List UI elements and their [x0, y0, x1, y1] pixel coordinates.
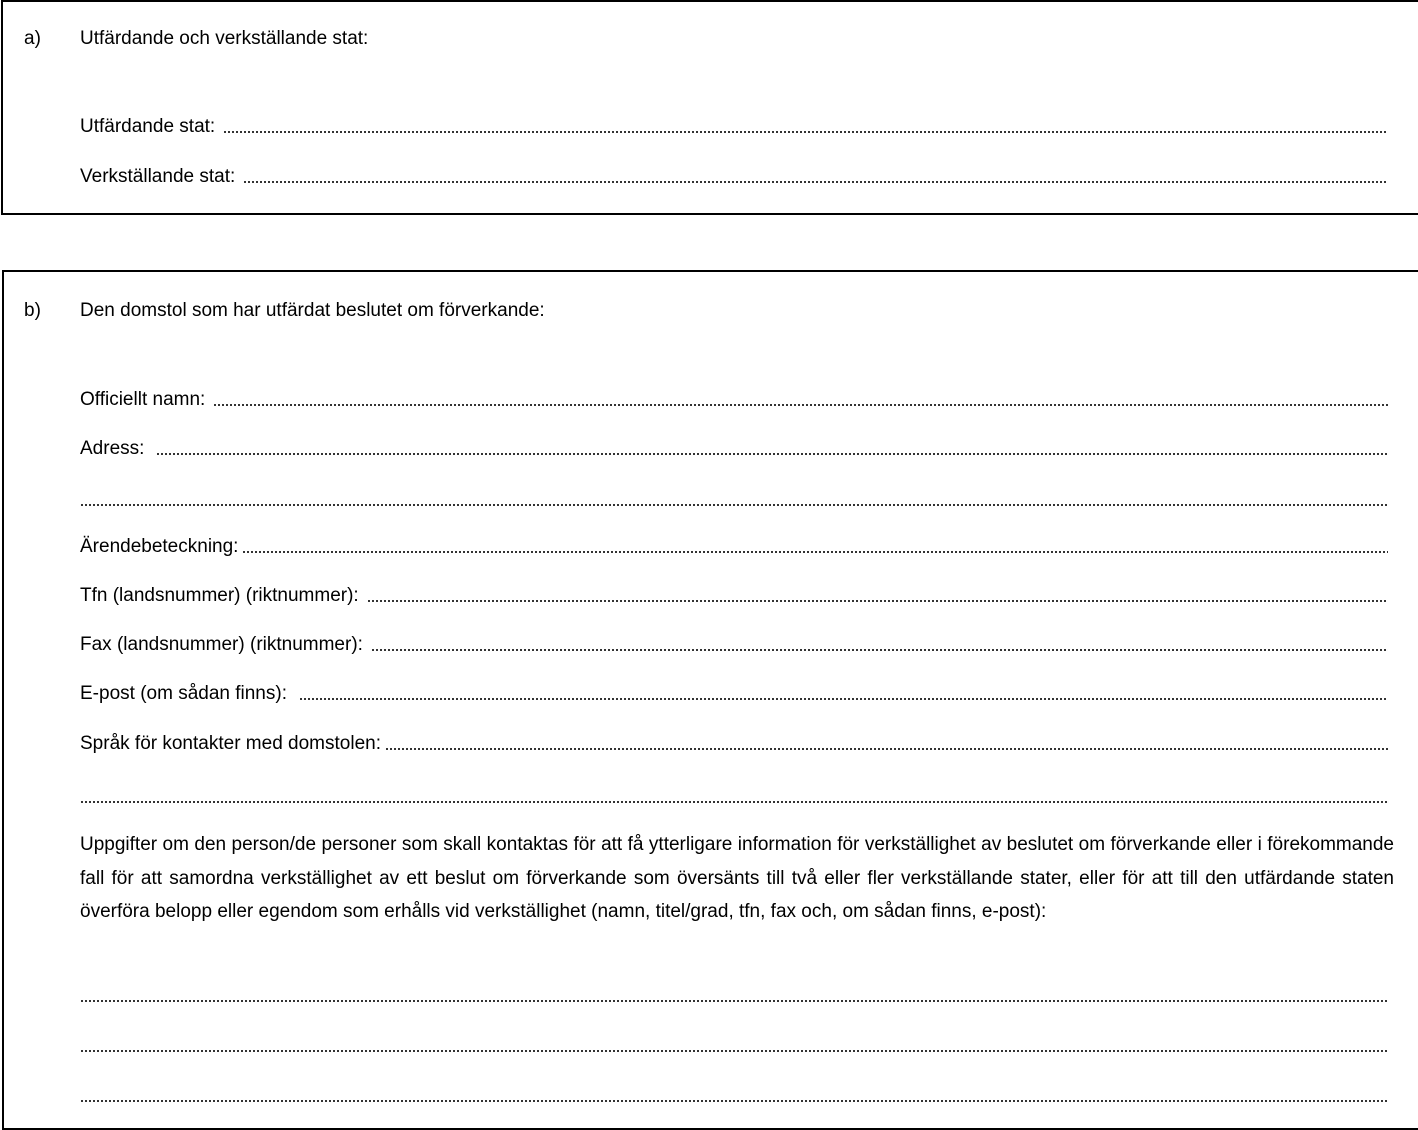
fill-line[interactable]: [80, 1049, 1388, 1053]
field-label: Fax (landsnummer) (riktnummer):: [80, 634, 363, 655]
section-a-number: a): [24, 28, 41, 49]
fill-line[interactable]: [385, 747, 1388, 751]
contact-line-3[interactable]: [80, 1084, 1388, 1108]
fill-line[interactable]: [80, 503, 1388, 507]
address-line-2[interactable]: [80, 488, 1388, 512]
executing-state-field[interactable]: [80, 165, 1388, 189]
contact-line-1[interactable]: [80, 984, 1388, 1008]
section-b-number: b): [24, 300, 41, 321]
case-number-field[interactable]: [80, 535, 1388, 559]
field-label: E-post (om sådan finns):: [80, 683, 287, 704]
official-name-field[interactable]: [80, 388, 1388, 412]
field-label: Tfn (landsnummer) (riktnummer):: [80, 585, 359, 606]
email-field[interactable]: [80, 682, 1388, 706]
field-label: Verkställande stat:: [80, 166, 236, 187]
fill-line[interactable]: [243, 180, 1388, 184]
contact-person-instructions: Uppgifter om den person/de personer som skall kontaktas för att få ytterligare information för verkställighet av beslutet om förverkande eller i förekommande fall för att samordna verkställighet av ett beslut om förverkande som översänts till två eller fler verkställande stater, eller för att till den utfärdande staten överföra belopp eller egendom som erhålls vid verkställighet (namn, titel/grad, tfn, fax och, om sådan finns, e-post):: [80, 834, 1394, 922]
field-label: Ärendebeteckning:: [80, 536, 239, 557]
language-line-2[interactable]: [80, 785, 1388, 809]
fax-field[interactable]: [80, 633, 1388, 657]
section-b-title: Den domstol som har utfärdat beslutet om förverkande:: [80, 300, 545, 321]
fill-line[interactable]: [80, 1099, 1388, 1103]
section-a-title: Utfärdande och verkställande stat:: [80, 28, 369, 49]
field-label: Utfärdande stat:: [80, 116, 216, 137]
fill-line[interactable]: [80, 999, 1388, 1003]
contact-line-2[interactable]: [80, 1034, 1388, 1058]
field-label: Adress:: [80, 438, 145, 459]
language-field[interactable]: [80, 732, 1388, 756]
field-label: Officiellt namn:: [80, 389, 206, 410]
phone-field[interactable]: [80, 584, 1388, 608]
fill-line[interactable]: [213, 403, 1388, 407]
fill-line[interactable]: [242, 550, 1388, 554]
address-field[interactable]: [80, 437, 1388, 461]
fill-line[interactable]: [299, 697, 1388, 701]
fill-line[interactable]: [371, 648, 1388, 652]
field-label: Språk för kontakter med domstolen:: [80, 733, 381, 754]
issuing-state-field[interactable]: [80, 115, 1388, 139]
fill-line[interactable]: [80, 800, 1388, 804]
fill-line[interactable]: [156, 452, 1388, 456]
fill-line[interactable]: [367, 599, 1388, 603]
fill-line[interactable]: [223, 130, 1388, 134]
